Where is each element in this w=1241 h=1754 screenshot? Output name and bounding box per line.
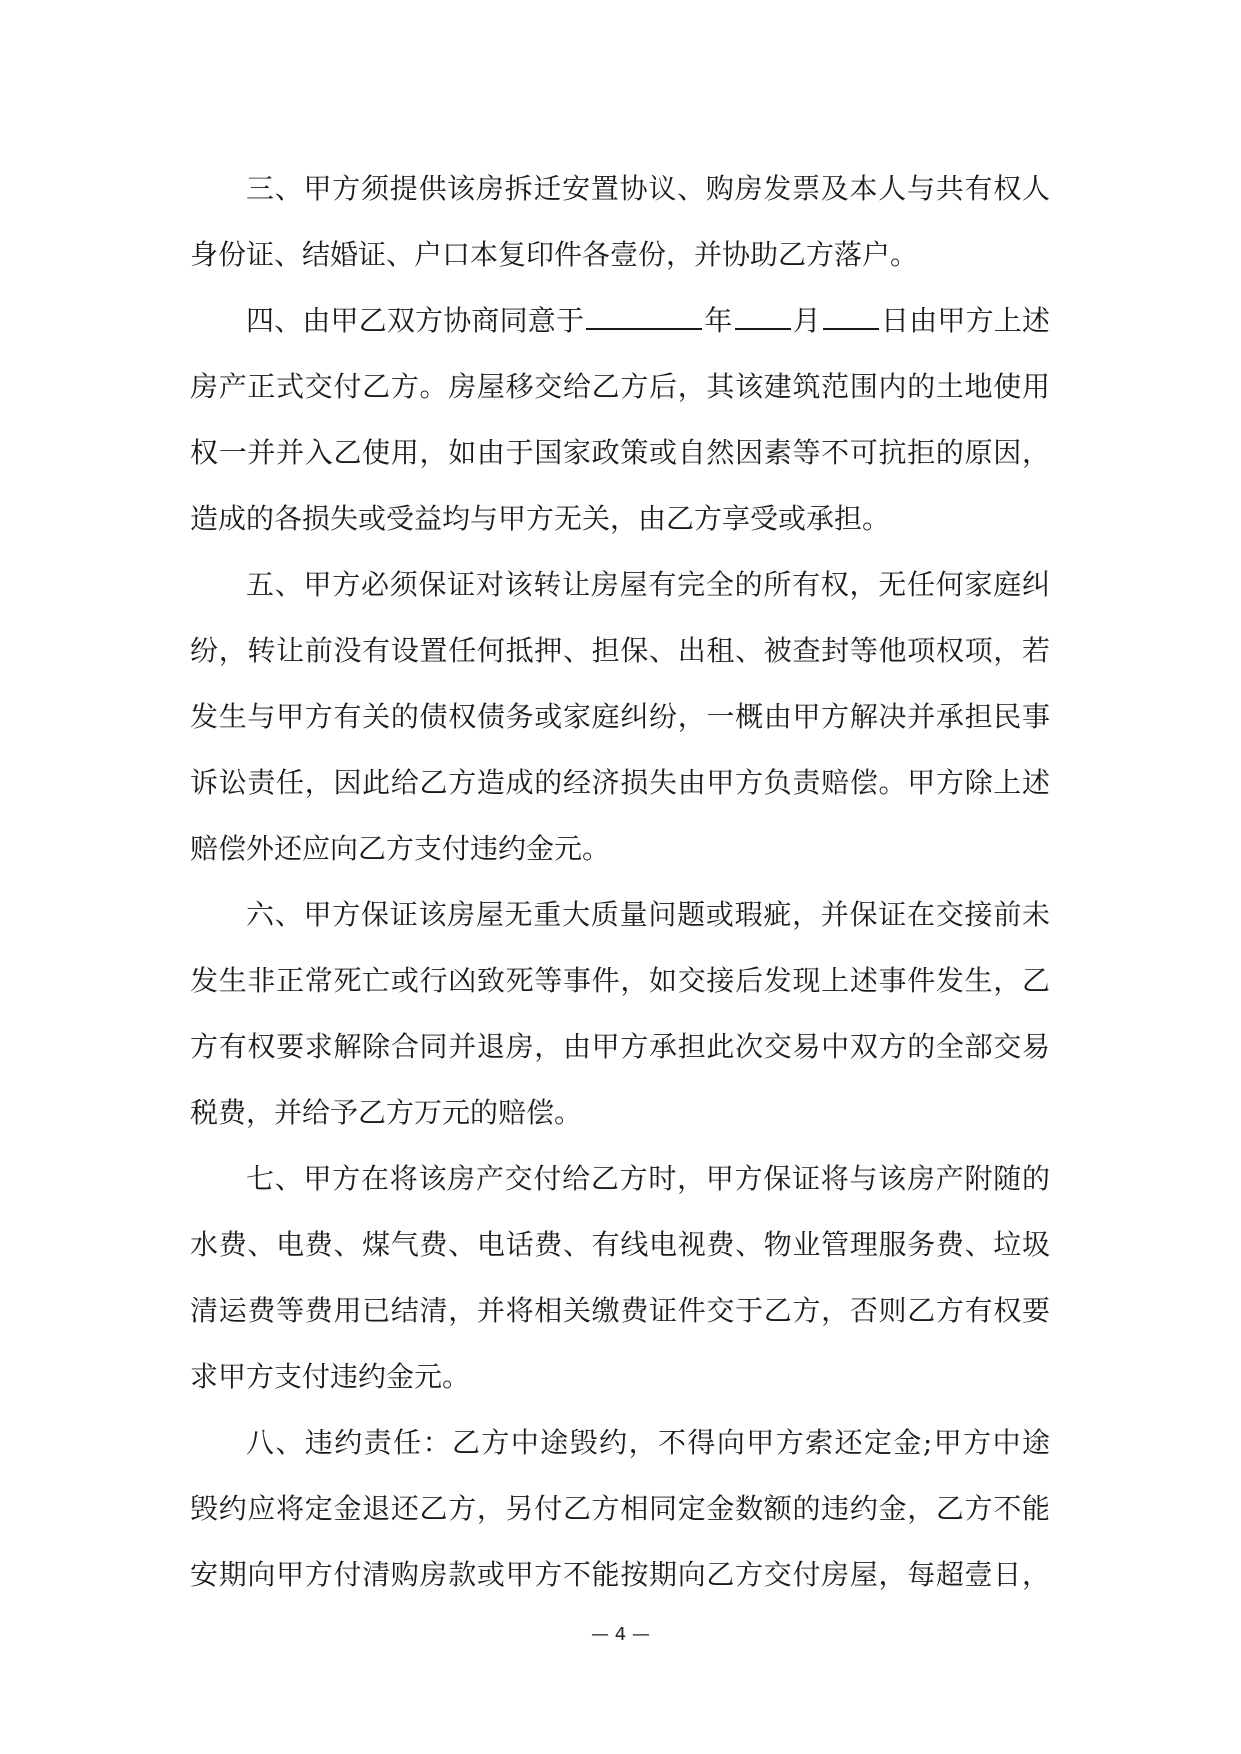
clause-6-line-3: 方有权要求解除合同并退房，由甲方承担此次交易中双方的全部交易 bbox=[190, 1030, 1050, 1063]
page-number: — 4 — bbox=[591, 1624, 650, 1645]
clause-7-line-4: 求甲方支付违约金元。 bbox=[190, 1360, 471, 1393]
clause-7 bbox=[190, 1146, 1050, 1410]
clause-5-line-5: 赔偿外还应向乙方支付违约金元。 bbox=[190, 832, 611, 865]
clause-6-line-4: 税费，并给予乙方万元的赔偿。 bbox=[190, 1096, 583, 1129]
clause-4-suffix: 日由甲方上述 bbox=[880, 304, 1050, 337]
year-label: 年 bbox=[704, 304, 733, 337]
clause-4-prefix: 四、由甲乙双方协商同意于 bbox=[246, 304, 585, 337]
clause-4 bbox=[190, 288, 1050, 552]
clause-8-line-1: 八、违约责任：乙方中途毁约，不得向甲方索还定金;甲方中途 bbox=[246, 1426, 1050, 1459]
clause-7-line-2: 水费、电费、煤气费、电话费、有线电视费、物业管理服务费、垃圾 bbox=[190, 1228, 1050, 1261]
clause-3 bbox=[190, 156, 1050, 288]
clause-8-line-2: 毁约应将定金退还乙方，另付乙方相同定金数额的违约金，乙方不能 bbox=[190, 1492, 1050, 1525]
clause-4-line-4: 造成的各损失或受益均与甲方无关，由乙方享受或承担。 bbox=[190, 502, 891, 535]
clause-6 bbox=[190, 882, 1050, 1146]
clause-5-line-1: 五、甲方必须保证对该转让房屋有完全的所有权，无任何家庭纠 bbox=[246, 568, 1050, 601]
clause-8-line-3: 安期向甲方付清购房款或甲方不能按期向乙方交付房屋，每超壹日， bbox=[190, 1558, 1050, 1591]
clause-4-line-2: 房产正式交付乙方。房屋移交给乙方后，其该建筑范围内的土地使用 bbox=[190, 370, 1050, 403]
clause-4-line-3: 权一并并入乙使用，如由于国家政策或自然因素等不可抗拒的原因， bbox=[190, 436, 1050, 469]
clause-6-line-1: 六、甲方保证该房屋无重大质量问题或瑕疵，并保证在交接前未 bbox=[246, 898, 1050, 931]
clause-5-line-4: 诉讼责任，因此给乙方造成的经济损失由甲方负责赔偿。甲方除上述 bbox=[190, 766, 1050, 799]
month-label: 月 bbox=[792, 304, 821, 337]
clause-7-line-1: 七、甲方在将该房产交付给乙方时，甲方保证将与该房产附随的 bbox=[246, 1162, 1050, 1195]
clause-5-line-2: 纷，转让前没有设置任何抵押、担保、出租、被查封等他项权项，若 bbox=[190, 634, 1050, 667]
month-blank bbox=[735, 298, 791, 330]
clause-8 bbox=[190, 1410, 1050, 1608]
year-blank bbox=[586, 298, 702, 330]
clause-4-line-1 bbox=[190, 288, 1050, 354]
clause-5-line-3: 发生与甲方有关的债权债务或家庭纠纷，一概由甲方解决并承担民事 bbox=[190, 700, 1050, 733]
clause-3-line-2: 身份证、结婚证、户口本复印件各壹份，并协助乙方落户。 bbox=[190, 238, 919, 271]
day-blank bbox=[823, 298, 879, 330]
document-body bbox=[190, 156, 1050, 1608]
clause-5 bbox=[190, 552, 1050, 882]
clause-3-line-1: 三、甲方须提供该房拆迁安置协议、购房发票及本人与共有权人 bbox=[246, 172, 1050, 205]
clause-6-line-2: 发生非正常死亡或行凶致死等事件，如交接后发现上述事件发生，乙 bbox=[190, 964, 1050, 997]
clause-7-line-3: 清运费等费用已结清，并将相关缴费证件交于乙方，否则乙方有权要 bbox=[190, 1294, 1050, 1327]
